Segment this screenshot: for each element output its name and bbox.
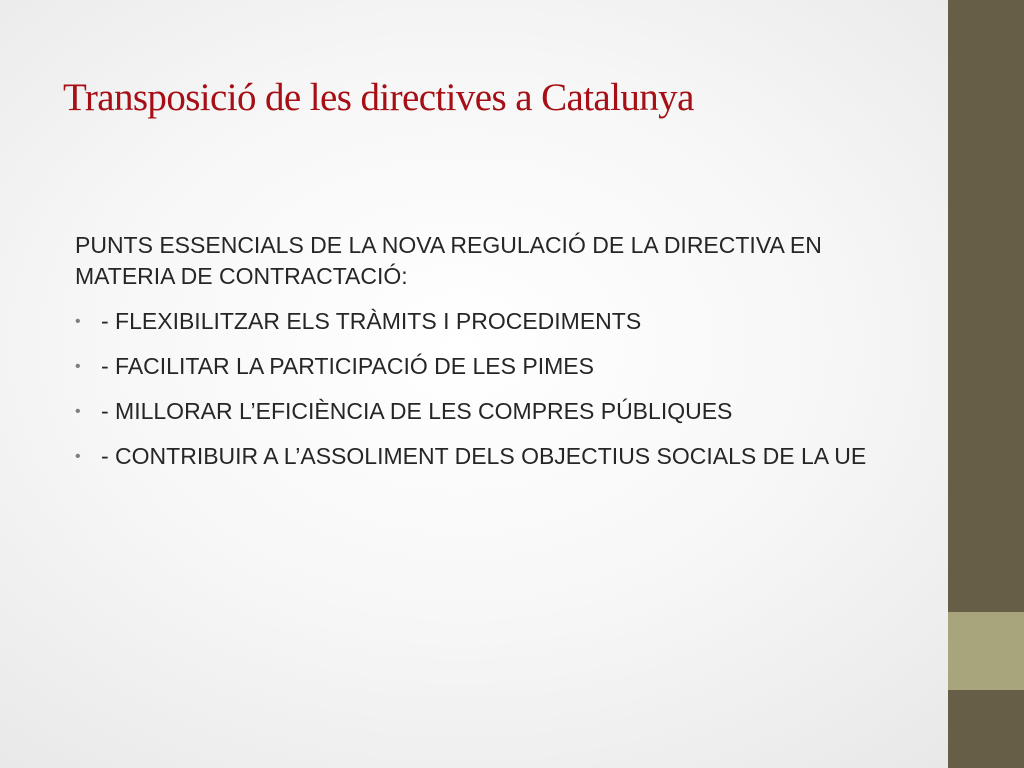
- bullet-text: - MILLORAR L’EFICIÈNCIA DE LES COMPRES PÚBLIQUES: [101, 398, 733, 424]
- sidebar-band-light: [948, 612, 1024, 690]
- bullet-icon: •: [75, 313, 81, 330]
- bullet-icon: •: [75, 403, 81, 420]
- decorative-sidebar: [948, 0, 1024, 768]
- slide-body: [75, 230, 875, 486]
- sidebar-band-dark-top: [948, 0, 1024, 612]
- bullet-list: [75, 306, 875, 472]
- slide-title: Transposició de les directives a Catalunya: [63, 76, 694, 119]
- bullet-text: - CONTRIBUIR A L’ASSOLIMENT DELS OBJECTIUS SOCIALS DE LA UE: [101, 443, 867, 469]
- bullet-icon: •: [75, 358, 81, 375]
- intro-text: PUNTS ESSENCIALS DE LA NOVA REGULACIÓ DE LA DIRECTIVA EN MATERIA DE CONTRACTACIÓ:: [75, 232, 822, 289]
- bullet-text: - FLEXIBILITZAR ELS TRÀMITS I PROCEDIMENTS: [101, 308, 642, 334]
- bullet-icon: •: [75, 448, 81, 465]
- bullet-text: - FACILITAR LA PARTICIPACIÓ DE LES PIMES: [101, 353, 594, 379]
- sidebar-band-dark-bottom: [948, 690, 1024, 768]
- bullet-item: [75, 306, 875, 337]
- bullet-item: [75, 441, 875, 472]
- bullet-item: [75, 396, 875, 427]
- bullet-item: [75, 351, 875, 382]
